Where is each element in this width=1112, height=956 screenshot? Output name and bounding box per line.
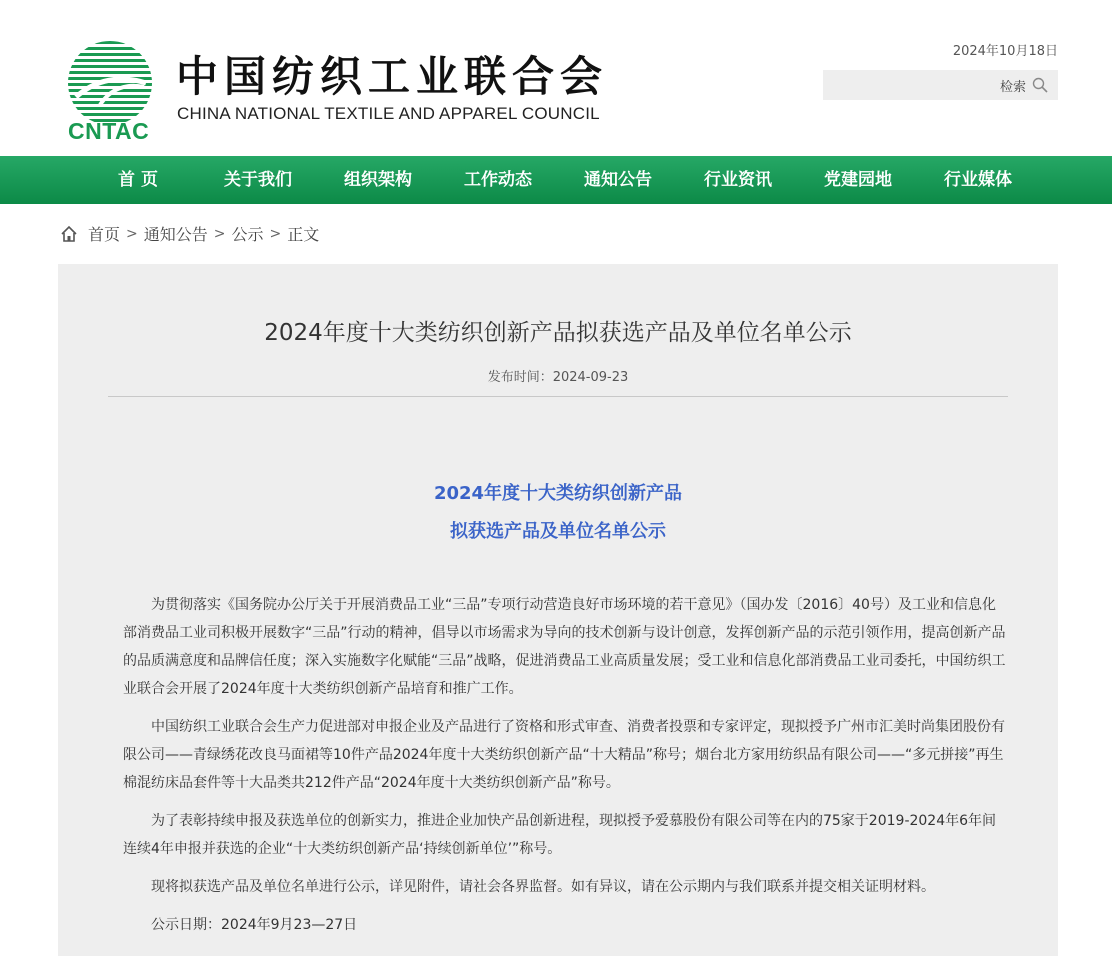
publish-time: 发布时间：2024-09-23 [487, 370, 629, 385]
search-input[interactable] [831, 74, 985, 98]
article-paragraph: 公示日期：2024年9月23—27日 [151, 917, 358, 933]
breadcrumb-notices[interactable]: 通知公告 [143, 225, 208, 244]
article-subtitle-line2: 拟获选产品及单位名单公示 [450, 521, 666, 542]
site-header [0, 0, 1112, 156]
nav-item-party[interactable]: 党建园地 [824, 170, 892, 190]
breadcrumb-separator: > [213, 225, 226, 242]
nav-item-work-news[interactable]: 工作动态 [464, 170, 532, 190]
breadcrumb-separator: > [126, 225, 138, 242]
breadcrumb-public-notice[interactable]: 公示 [231, 225, 264, 244]
breadcrumb [60, 222, 319, 245]
search-button-label: 检索 [999, 79, 1026, 95]
article-paragraph: 为了表彰持续申报及获选单位的创新实力，推进企业加快产品创新进程，现拟授予爱慕股份有限公司等在内的75家于2019-2024年6年间连续4年申报并获选的企业“十大类纺织创新产品‘持续创新单位’”称号。 [123, 813, 997, 857]
nav-item-notices[interactable]: 通知公告 [584, 170, 652, 190]
search-box[interactable] [823, 70, 1058, 100]
article-panel [58, 264, 1058, 956]
search-icon [1032, 77, 1048, 93]
search-button[interactable] [1000, 70, 1048, 100]
nav-item-about[interactable]: 关于我们 [224, 170, 292, 190]
article-title: 2024年度十大类纺织创新产品拟获选产品及单位名单公示 [264, 320, 852, 346]
logo-text: CNTAC [68, 118, 150, 144]
org-name-cn: 中国纺织工业联合会 [176, 52, 609, 101]
article-paragraph: 中国纺织工业联合会生产力促进部对申报企业及产品进行了资格和形式审查、消费者投票和专家评定，现拟授予广州市汇美时尚集团股份有限公司——青绿绣花改良马面裙等10件产品2024年度十大类纺织创新产品“十大精品”称号；烟台北方家用纺织品有限公司——“多元拼接”再生棉混纺床品套件等十大品类共212件产品“2024年度十大类纺织创新产品”称号。 [123, 719, 1005, 791]
current-date: 2024年10月18日 [952, 44, 1058, 59]
breadcrumb-home[interactable]: 首页 [88, 225, 121, 244]
nav-item-home[interactable]: 首 页 [118, 170, 158, 190]
nav-item-media[interactable]: 行业媒体 [944, 170, 1012, 190]
home-icon [60, 225, 78, 243]
title-divider [108, 396, 1008, 397]
article-subtitle-line1: 2024年度十大类纺织创新产品 [433, 483, 683, 504]
org-name-en: CHINA NATIONAL TEXTILE AND APPAREL COUNCIL [177, 104, 600, 123]
main-nav [0, 156, 1112, 204]
nav-item-industry-info[interactable]: 行业资讯 [704, 170, 772, 190]
breadcrumb-separator: > [269, 225, 282, 242]
article-paragraph: 现将拟获选产品及单位名单进行公示，详见附件，请社会各界监督。如有异议，请在公示期内与我们联系并提交相关证明材料。 [151, 879, 935, 895]
nav-item-organization[interactable]: 组织架构 [344, 170, 412, 190]
article-body [123, 591, 1008, 949]
breadcrumb-current: 正文 [287, 225, 320, 244]
article-paragraph: 为贯彻落实《国务院办公厅关于开展消费品工业“三品”专项行动营造良好市场环境的若干意见》（国办发〔2016〕40号）及工业和信息化部消费品工业司积极开展数字“三品”行动的精神，倡导以市场需求为导向的技术创新与设计创意，发挥创新产品的示范引领作用，提高创新产品的品质满意度和品牌信任度；深入实施数字化赋能“三品”战略，促进消费品工业高质量发展；受工业和信息化部消费品工业司委托，中国纺织工业联合会开展了2024年度十大类纺织创新产品培育和推广工作。 [123, 597, 1006, 697]
